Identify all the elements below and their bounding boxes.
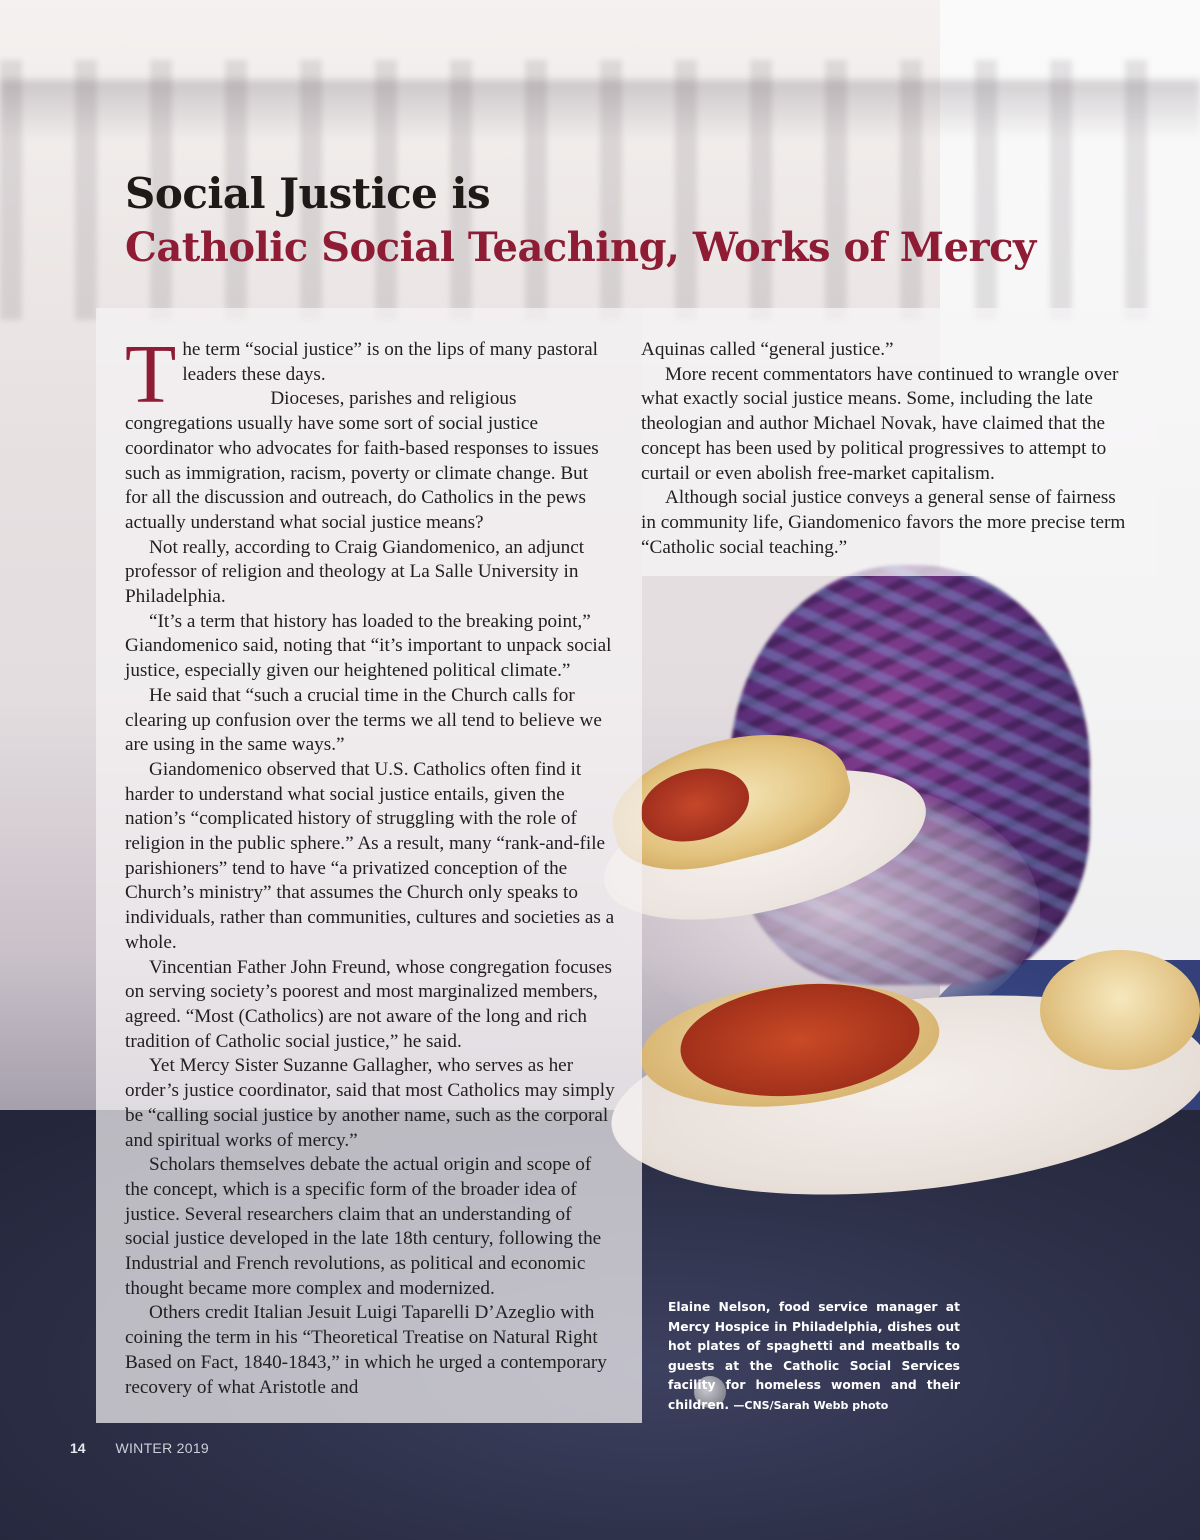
article-paragraph: Dioceses, parishes and religious congregations usually have some sort of social justice coordinator who advocates for faith-based responses to issues such as immigration, racism, poverty or climate change. But for all the discussion and outreach, do Catholics in the pews actually understand what social justice means? [125,388,599,533]
page-footer [70,1440,209,1456]
article-paragraph: Others credit Italian Jesuit Luigi Taparelli D’Azeglio with coining the term in his “Theoretical Treatise on Natural Right Based on Fact, 1840-1843,” in which he urged a contemporary recovery of what Aristotle and [125,1302,607,1398]
issue-label: WINTER 2019 [115,1440,210,1456]
article-paragraph: “It’s a term that history has loaded to the breaking point,” Giandomenico said, noting that “it’s important to unpack social justice, especially given our heightened political climate.” [125,610,612,682]
caption-text: Elaine Nelson, food service manager at Mercy Hospice in Philadelphia, dishes out hot plates of spaghetti and meatballs to guests at the Catholic Social Services facility for homeless women and their children. [668,1300,960,1412]
article-paragraph: Yet Mercy Sister Suzanne Gallagher, who serves as her order’s justice coordinator, said that most Catholics may simply be “calling social justice by another name, such as the corporal and spiritual works of mercy.” [125,1055,615,1151]
bun-right [1040,950,1200,1070]
photo-credit: —CNS/Sarah Webb photo [733,1398,889,1412]
drop-cap: T [125,328,177,421]
article-headline [125,168,1175,276]
page-number: 14 [70,1440,86,1456]
article-paragraph: More recent commentators have continued to wrangle over what exactly social justice means. Some, including the late theologian and author Michael Novak, have claimed that the concept has been used by political progressives to attempt to curtail or even abolish free-market capitalism. [641,363,1119,484]
continued-line: Aquinas called “general justice.” [641,339,894,360]
article-column-right [641,338,1131,560]
headline-line-2: Catholic Social Teaching, Works of Mercy [125,224,1036,271]
article-paragraph: Although social justice conveys a general sense of fairness in community life, Giandomenico favors the more precise term “Catholic social teaching.” [641,487,1126,558]
article-paragraph: Scholars themselves debate the actual origin and scope of the concept, which is a specific form of the broader idea of justice. Several researchers claim that an understanding of social justice developed in the late 18th century, following the Industrial and French revolutions, as political and economic thought became more complex and modernized. [125,1154,602,1299]
article-paragraph: Vincentian Father John Freund, whose congregation focuses on serving society’s poorest and most marginalized members, agreed. “Most (Catholics) are not aware of the long and rich tradition of Catholic social justice,” he said. [125,956,612,1052]
headline-line-1: Social Justice is [125,169,491,218]
article-paragraph: He said that “such a crucial time in the Church calls for clearing up confusion over the terms we all tend to believe we are using in the same ways.” [125,684,602,756]
article-paragraph: Not really, according to Craig Giandomenico, an adjunct professor of religion and theology at La Salle University in Philadelphia. [125,536,585,608]
lead-paragraph [125,328,615,421]
article-column-left [125,328,615,1400]
lead-text: he term “social justice” is on the lips of many pastoral leaders these days. [182,339,598,385]
article-paragraph: Giandomenico observed that U.S. Catholics often find it harder to understand what social justice entails, given the nation’s “complicated history of struggling with the role of religion in the public sphere.” As a result, many “rank-and-file parishioners” tend to have “a privatized conception of the Church’s ministry” that assumes the Church only speaks to individuals, rather than communities, cultures and societies as a whole. [125,758,615,953]
photo-caption [668,1298,960,1415]
